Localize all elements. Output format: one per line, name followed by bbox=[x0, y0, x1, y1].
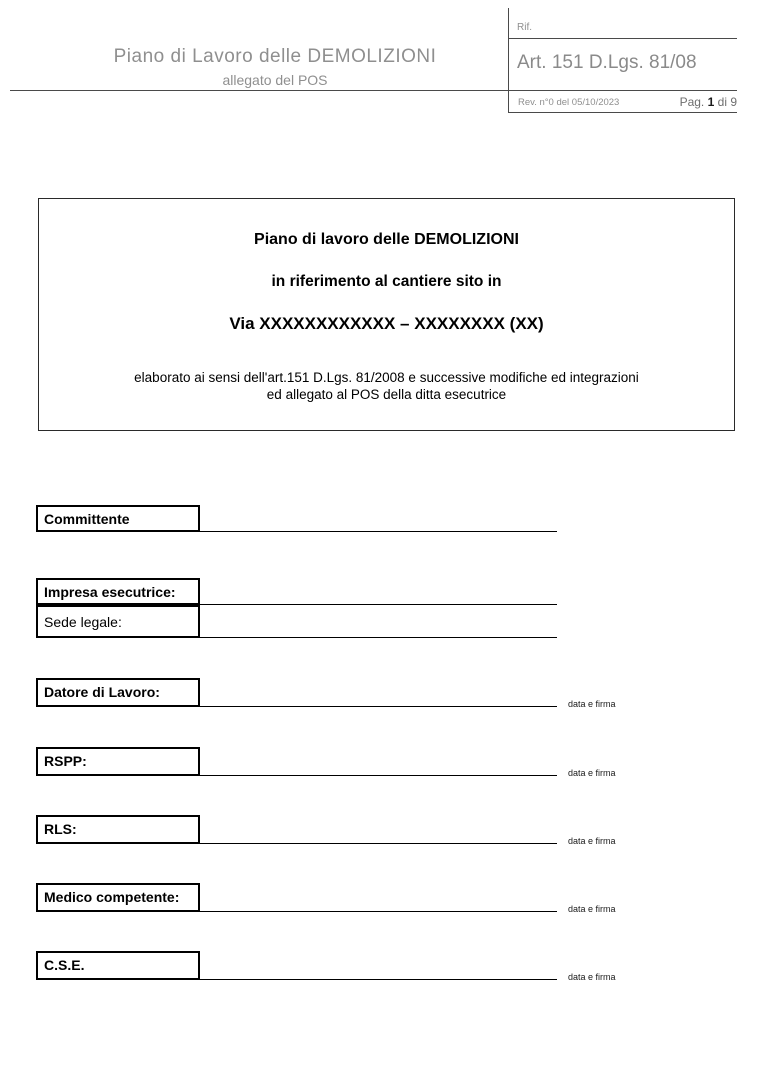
field-label-medico-competente: Medico competente: bbox=[36, 883, 200, 912]
title-line-3-address: Via XXXXXXXXXXXX – XXXXXXXX (XX) bbox=[229, 314, 544, 333]
field-impresa-esecutrice bbox=[36, 578, 557, 605]
document-header-title-block bbox=[40, 46, 510, 88]
field-rls bbox=[36, 815, 616, 846]
signature-hint-medico-competente: data e firma bbox=[568, 904, 616, 914]
field-committente bbox=[36, 505, 557, 532]
field-label-committente: Committente bbox=[36, 505, 200, 532]
field-label-impresa-esecutrice: Impresa esecutrice: bbox=[36, 578, 200, 605]
title-line-2: in riferimento al cantiere sito in bbox=[271, 273, 502, 290]
field-cse bbox=[36, 951, 616, 982]
field-label-sede-legale: Sede legale: bbox=[36, 605, 200, 638]
title-line-5: ed allegato al POS della ditta esecutrice bbox=[266, 387, 507, 402]
field-sede-legale bbox=[36, 605, 557, 638]
signature-hint-rspp: data e firma bbox=[568, 768, 616, 778]
field-rspp bbox=[36, 747, 616, 778]
header-bottom-divider bbox=[508, 112, 737, 113]
fill-line-medico-competente bbox=[200, 911, 557, 912]
field-label-rspp: RSPP: bbox=[36, 747, 200, 776]
title-line-1: Piano di lavoro delle DEMOLIZIONI bbox=[254, 231, 519, 248]
title-box bbox=[38, 198, 735, 431]
reference-label: Rif. bbox=[517, 22, 532, 33]
revision-label: Rev. n°0 del 05/10/2023 bbox=[518, 97, 620, 108]
fill-line-committente bbox=[200, 531, 557, 532]
title-line-4: elaborato ai sensi dell'art.151 D.Lgs. 81/2008 e successive modifiche ed integrazioni bbox=[134, 370, 639, 385]
field-label-rls: RLS: bbox=[36, 815, 200, 844]
document-subtitle: allegato del POS bbox=[222, 72, 328, 88]
fill-line-cse bbox=[200, 979, 557, 980]
signature-hint-rls: data e firma bbox=[568, 836, 616, 846]
page-label: Pag. bbox=[679, 95, 705, 109]
fill-line-datore-di-lavoro bbox=[200, 706, 557, 707]
field-label-datore-di-lavoro: Datore di Lavoro: bbox=[36, 678, 200, 707]
fill-line-rspp bbox=[200, 775, 557, 776]
fill-line-sede-legale bbox=[200, 637, 557, 638]
header-vertical-divider bbox=[508, 8, 509, 112]
field-datore-di-lavoro bbox=[36, 678, 616, 709]
page-indicator bbox=[680, 95, 737, 109]
page-total: di 9 bbox=[717, 95, 737, 109]
fill-line-rls bbox=[200, 843, 557, 844]
article-reference: Art. 151 D.Lgs. 81/08 bbox=[517, 52, 697, 73]
page-number: 1 bbox=[707, 95, 715, 109]
field-label-cse: C.S.E. bbox=[36, 951, 200, 980]
field-medico-competente bbox=[36, 883, 616, 914]
signature-hint-datore-di-lavoro: data e firma bbox=[568, 699, 616, 709]
header-rif-divider bbox=[508, 38, 737, 39]
document-title: Piano di Lavoro delle DEMOLIZIONI bbox=[113, 46, 437, 67]
signature-hint-cse: data e firma bbox=[568, 972, 616, 982]
header-main-divider bbox=[10, 90, 737, 91]
